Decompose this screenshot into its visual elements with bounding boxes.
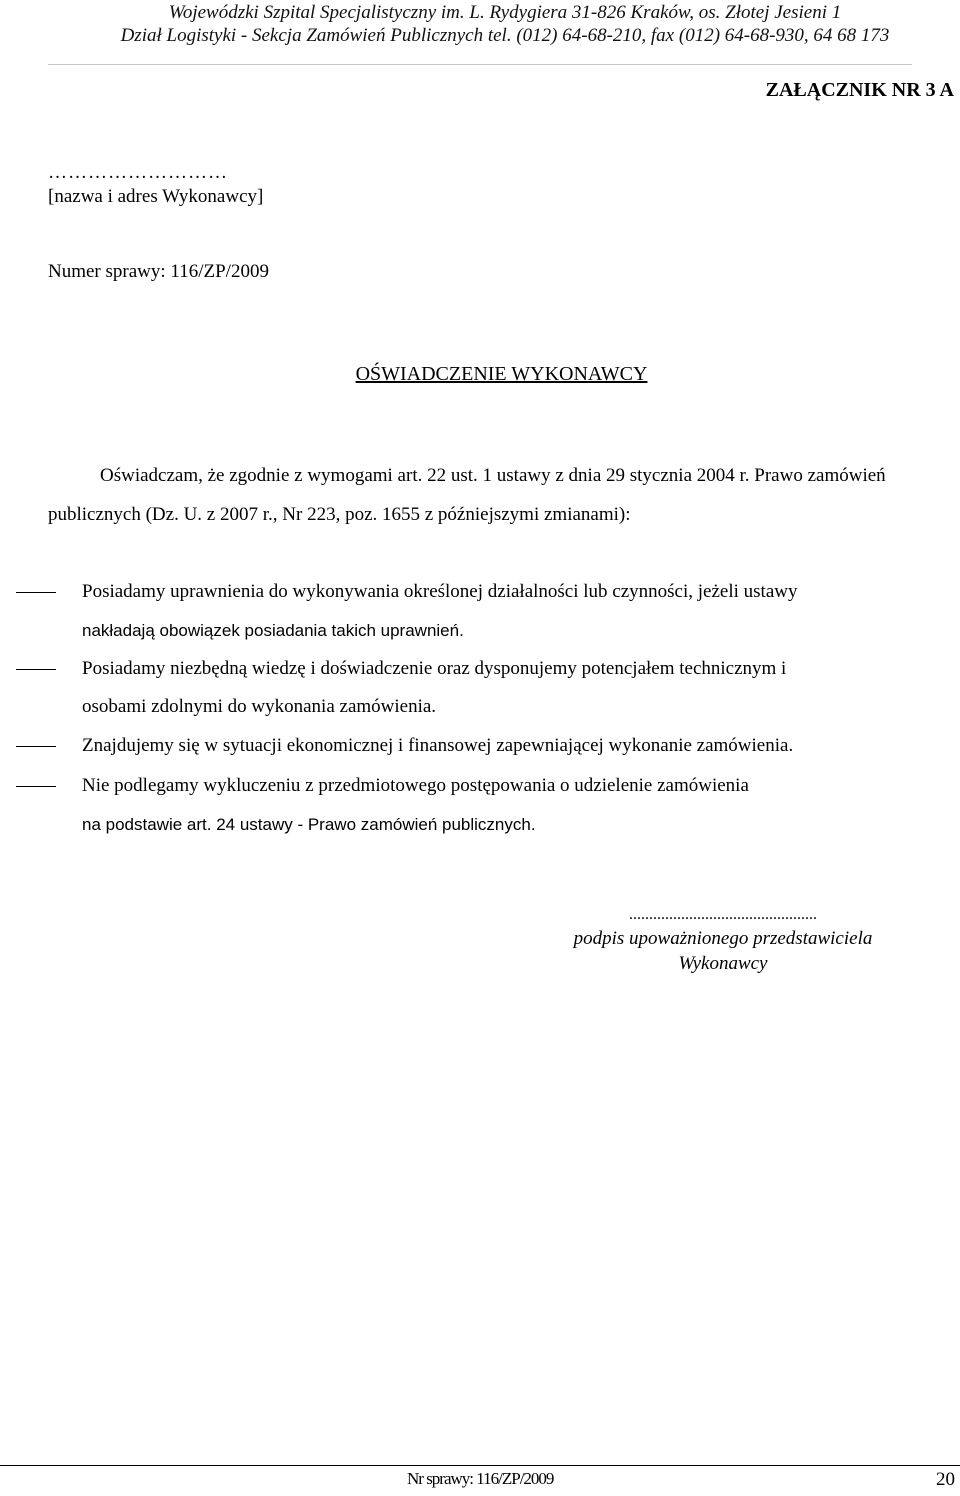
letterhead-line-1: Wojewódzki Szpital Specjalistyczny im. L. Rydygiera 31-826 Kraków, os. Złotej Jesieni 1 xyxy=(168,2,842,23)
dash-bullet-3 xyxy=(16,746,56,747)
footer-divider xyxy=(0,1465,960,1466)
signature-dots: ............................................... xyxy=(629,906,817,923)
annex-label: ZAŁĄCZNIK NR 3 A xyxy=(765,79,954,101)
statement-4-line-1: Nie podlegamy wykluczeniu z przedmiotowego postępowania o udzielenie zamówienia xyxy=(82,775,749,796)
statement-1-line-2: nakładają obowiązek posiadania takich uprawnień. xyxy=(82,621,464,640)
statement-2-line-2: osobami zdolnymi do wykonania zamówienia. xyxy=(82,696,437,717)
statement-4-line-2: na podstawie art. 24 ustawy - Prawo zamówień publicznych. xyxy=(82,815,536,834)
footer-case-number: Nr sprawy: 116/ZP/2009 xyxy=(407,1469,554,1488)
dash-bullet-1 xyxy=(16,592,56,593)
signature-role: Wykonawcy xyxy=(678,953,768,974)
signature-caption: podpis upoważnionego przedstawiciela xyxy=(573,928,873,949)
statement-1-line-1 xyxy=(82,573,955,611)
statement-3-line-1: Znajdujemy się w sytuacji ekonomicznej i finansowej zapewniającej wykonanie zamówienia. xyxy=(82,735,794,756)
letterhead-line-2: Dział Logistyki - Sekcja Zamówień Publicznych tel. (012) 64-68-210, fax (012) 64-68-930, 64 68 173 xyxy=(120,25,890,46)
dash-bullet-2 xyxy=(16,669,56,670)
header-divider xyxy=(48,64,912,65)
statement-1-text: Posiadamy uprawnienia do wykonywania określonej działalności lub czynności, jeżeli ustawy xyxy=(82,581,798,602)
dash-bullet-4 xyxy=(16,786,56,787)
page-number: 20 xyxy=(936,1469,955,1490)
intro-paragraph: Oświadczam, że zgodnie z wymogami art. 22 ust. 1 ustawy z dnia 29 stycznia 2004 r. Prawo zamówień publicznych (Dz. U. z 2007 r., Nr 223, poz. 1655 z późniejszymi zmianami): xyxy=(48,465,886,525)
document-title: OŚWIADCZENIE WYKONAWCY xyxy=(355,363,648,385)
case-number: Numer sprawy: 116/ZP/2009 xyxy=(48,261,269,282)
contractor-dots: ……………………… xyxy=(48,162,228,183)
contractor-placeholder: [nazwa i adres Wykonawcy] xyxy=(48,186,264,207)
statement-2-line-1: Posiadamy niezbędną wiedzę i doświadczenie oraz dysponujemy potencjałem technicznym i xyxy=(82,658,787,679)
